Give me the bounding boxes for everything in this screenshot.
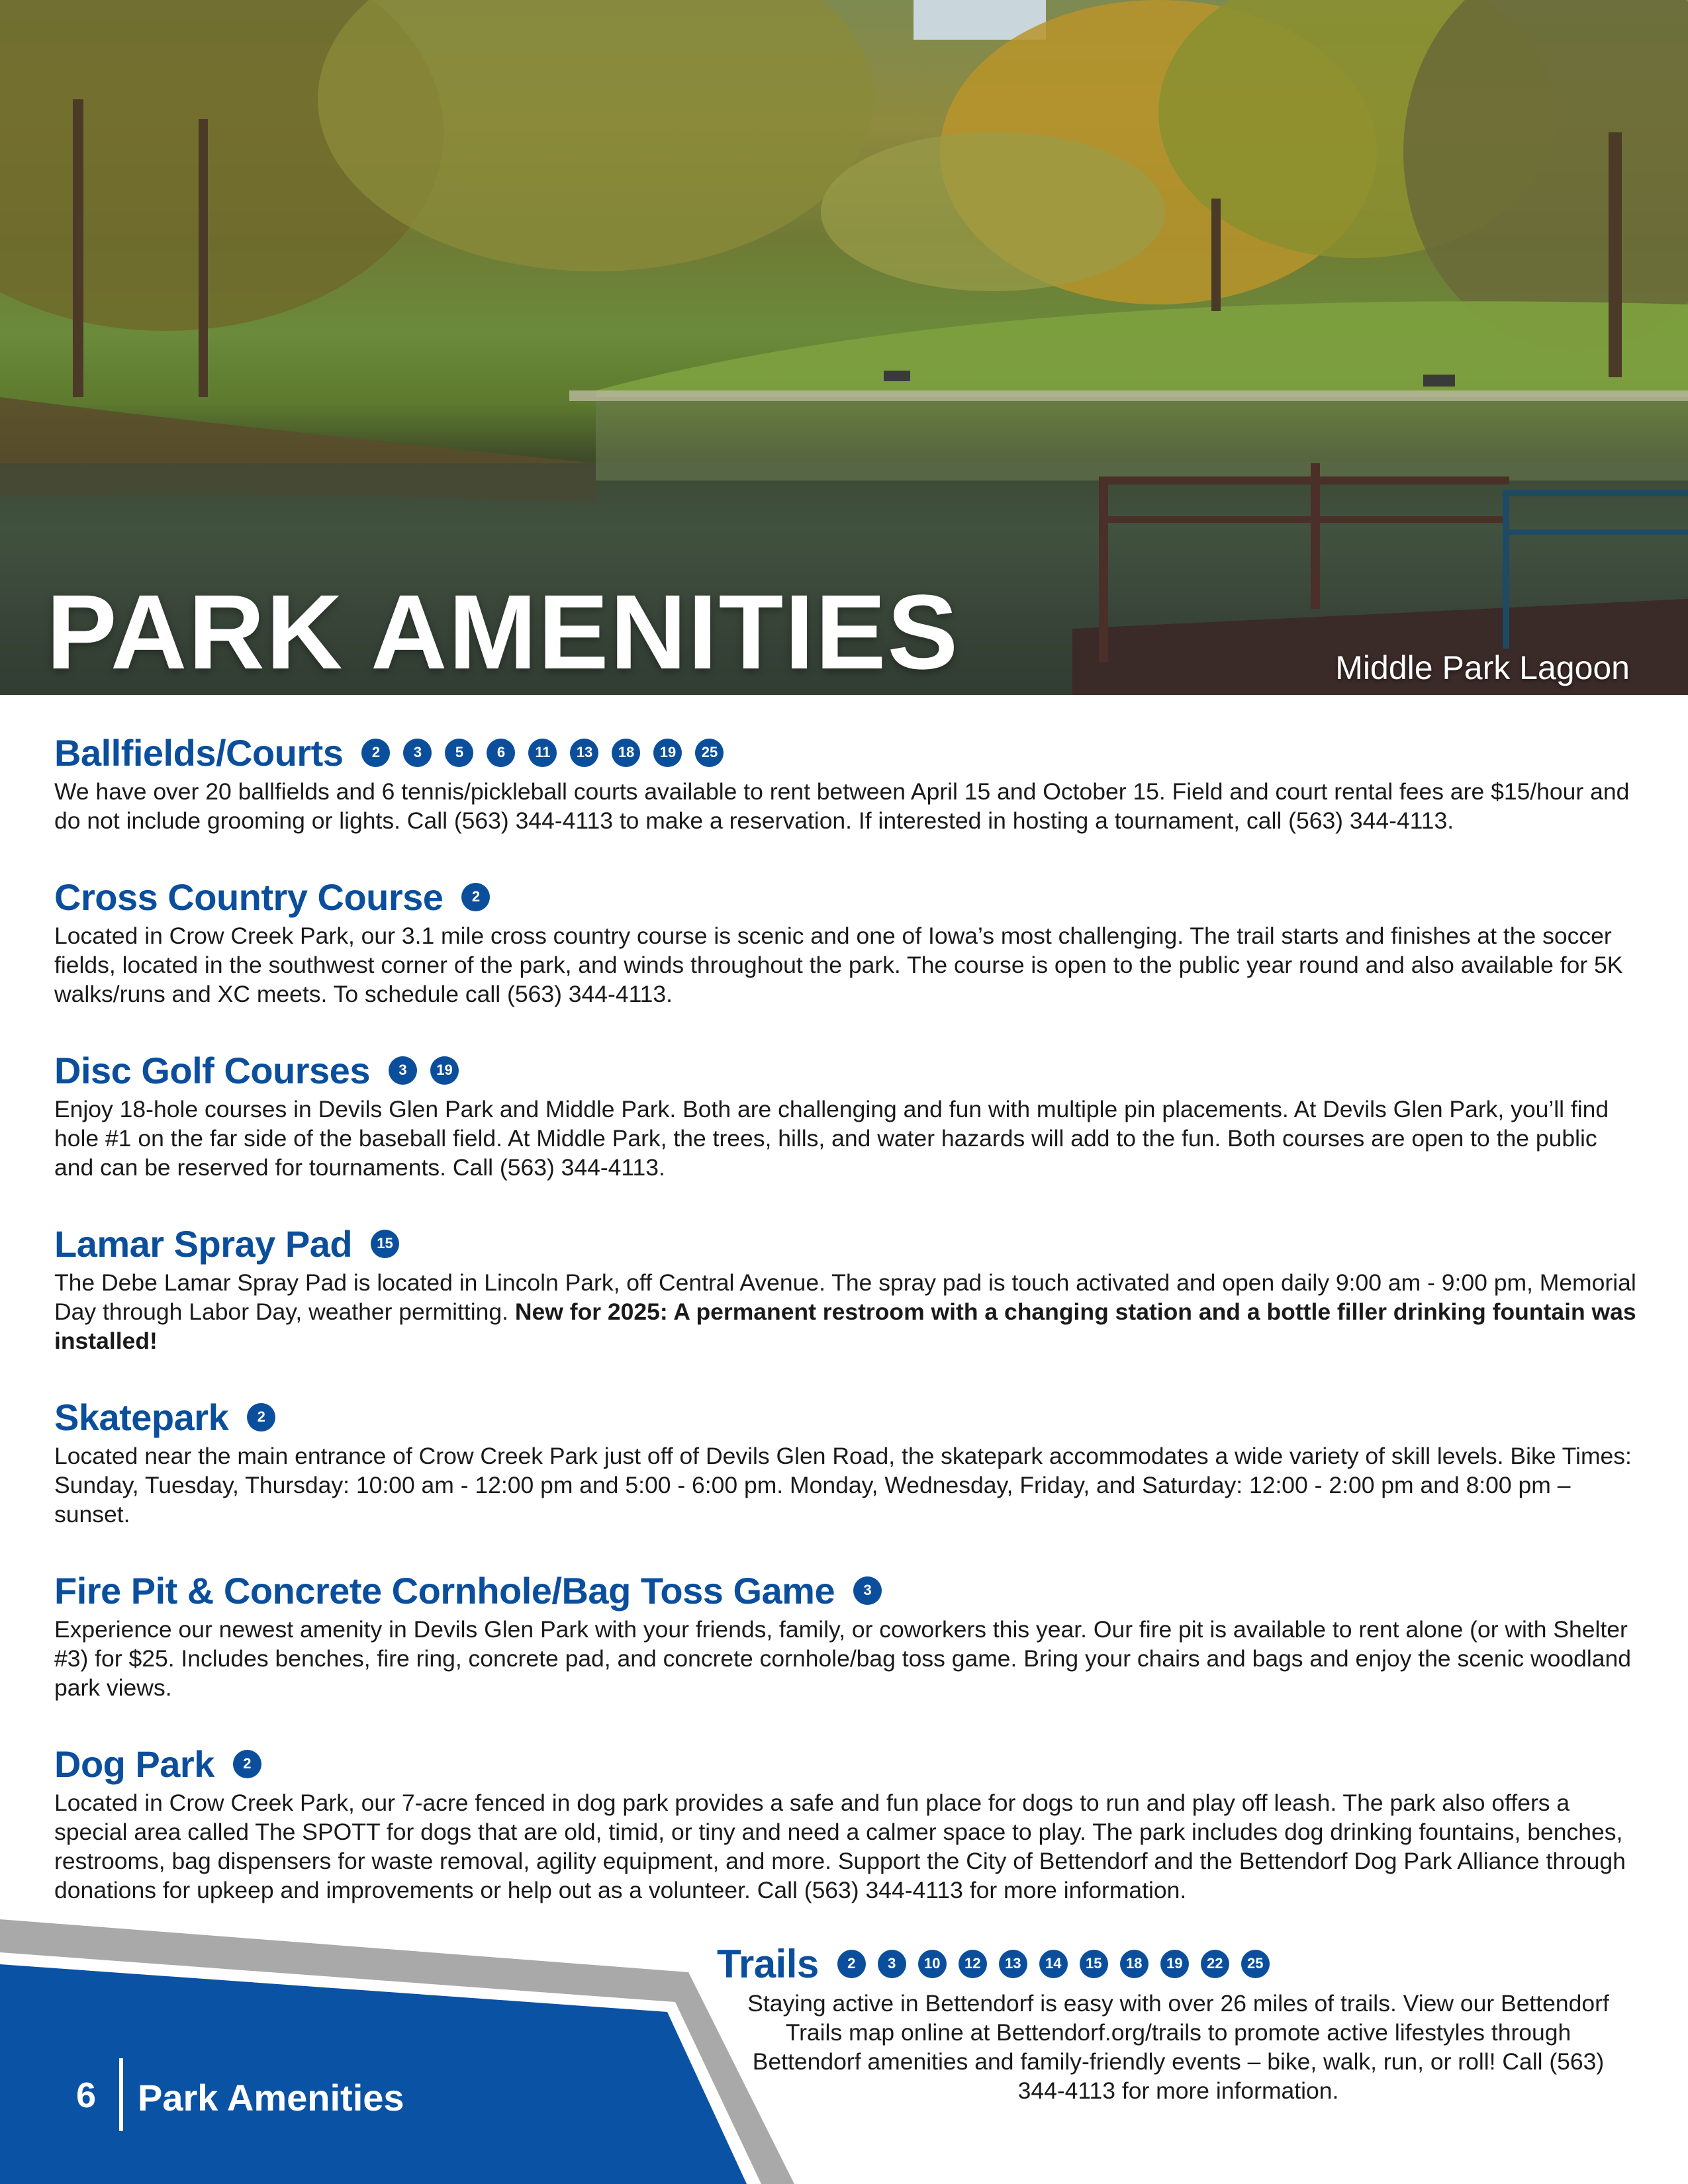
park-number-badge: 10 — [918, 1950, 947, 1978]
section-heading — [54, 728, 1636, 777]
section-ballfields — [54, 728, 1636, 835]
park-number-badge: 19 — [430, 1056, 459, 1085]
park-number-badge: 18 — [612, 739, 640, 767]
section-trails — [717, 1939, 1644, 1988]
section-body: Experience our newest amenity in Devils Glen Park with your friends, family, or coworkers this year. Our fire pit is available to rent alone (or with Shelter #3) for $25. Includes benches, fire ring, concrete pad, and concrete cornhole/bag toss game. Bring your chairs and bags and enjoy the scenic woodland park views. — [54, 1616, 1631, 1701]
park-number-badge: 2 — [247, 1403, 275, 1432]
park-number-badge: 3 — [403, 739, 432, 767]
park-number-badges — [247, 1403, 275, 1432]
footer-divider — [119, 2058, 123, 2131]
section-heading — [54, 1219, 1636, 1268]
section-body: Located in Crow Creek Park, our 7-acre fenced in dog park provides a safe and fun place for dogs to run and play off leash. The park also offers a special area called The SPOTT for dogs that are old, timid, or tiny and need a calmer space to play. The park includes dog drinking fountains, benches, restrooms, bag dispensers for waste removal, agility equipment, and more. Support the City of Bettendorf and the Bettendorf Dog Park Alliance through donations for upkeep and improvements or help out as a volunteer. Call (563) 344-4113 for more information. — [54, 1790, 1626, 1903]
park-number-badge: 19 — [1160, 1950, 1189, 1978]
park-number-badge: 2 — [837, 1950, 866, 1978]
park-number-badge: 18 — [1120, 1950, 1149, 1978]
section-body: Located in Crow Creek Park, our 3.1 mile cross country course is scenic and one of Iowa’s most challenging. The trail starts and finishes at the soccer fields, located in the southwest corner of the park, and winds throughout the park. The course is open to the public year round and also available for 5K walks/runs and XC meets. To schedule call (563) 344-4113. — [54, 923, 1623, 1007]
section-body: We have over 20 ballfields and 6 tennis/pickleball courts available to rent between April 15 and October 15. Field and court rental fees are $15/hour and do not include grooming or lights. Call (563) 344-4113 to make a reservation. If interested in hosting a tournament, call (563) 344-4113. — [54, 778, 1630, 834]
section-dog-park — [54, 1739, 1636, 1905]
park-number-badge: 12 — [959, 1950, 987, 1978]
park-number-badges — [233, 1750, 261, 1778]
page-title: PARK AMENITIES — [46, 572, 960, 691]
section-body: Enjoy 18-hole courses in Devils Glen Park and Middle Park. Both are challenging and fun with multiple pin placements. At Devils Glen Park, you’ll find hole #1 on the far side of the baseball field. At Middle Park, the trees, hills, and water hazards will add to the fun. Both courses are open to the public and can be reserved for tournaments. Call (563) 344-4113. — [54, 1096, 1609, 1181]
section-title: Disc Golf Courses — [54, 1049, 370, 1091]
park-number-badge: 13 — [570, 739, 598, 767]
park-number-badges — [389, 1056, 459, 1085]
section-heading — [54, 1392, 1636, 1441]
park-number-badge: 11 — [528, 739, 557, 767]
park-number-badge: 25 — [695, 739, 724, 767]
park-number-badge: 19 — [653, 739, 682, 767]
section-title: Cross Country Course — [54, 876, 444, 918]
page-number: 6 — [76, 2075, 97, 2115]
park-number-badge: 15 — [1080, 1950, 1108, 1978]
park-number-badge: 15 — [371, 1230, 399, 1258]
section-cross-country — [54, 872, 1636, 1009]
park-number-badge: 3 — [389, 1056, 417, 1085]
section-body-text: The Debe Lamar Spray Pad is located in Lincoln Park, off Central Avenue. The spray pad is touch activated and open daily 9:00 am - 9:00 pm, Memorial Day through Labor Day, weather permitting. — [54, 1269, 1636, 1325]
section-heading — [54, 872, 1636, 921]
park-number-badge: 5 — [445, 739, 473, 767]
hero-photo — [0, 0, 1688, 695]
section-title: Trails — [717, 1941, 819, 1986]
section-body-highlight: New for 2025: A permanent restroom with a changing station and a bottle filler drinking fountain was installed! — [54, 1298, 1636, 1354]
section-body: Located near the main entrance of Crow Creek Park just off of Devils Glen Road, the skatepark accommodates a wide variety of skill levels. Bike Times: Sunday, Tuesday, Thursday: 10:00 am - 12:00 pm and 5:00 - 6:00 pm. Monday, Wednesday, Friday, and Saturday: 12:00 - 2:00 pm and 8:00 pm – sunset. — [54, 1443, 1632, 1527]
photo-caption: Middle Park Lagoon — [1335, 649, 1630, 686]
section-spray-pad — [54, 1219, 1636, 1355]
park-number-badges — [361, 739, 724, 767]
park-number-badge: 13 — [999, 1950, 1027, 1978]
park-number-badge: 2 — [233, 1750, 261, 1778]
park-number-badges — [837, 1950, 1270, 1978]
section-heading — [54, 1739, 1636, 1788]
park-number-badge: 2 — [461, 883, 490, 911]
footer-section-label: Park Amenities — [138, 2077, 404, 2118]
section-title: Ballfields/Courts — [54, 731, 344, 774]
section-title: Dog Park — [54, 1743, 214, 1785]
trails-body: Staying active in Bettendorf is easy with over 26 miles of trails. View our Bettendorf Trails map online at Bettendorf.org/trails to promote active lifestyles through Bettendorf amenities and family-friendly events – bike, walk, run, or roll! Call (563) 344-4113 for more information. — [747, 1990, 1609, 2104]
park-number-badge: 3 — [878, 1950, 906, 1978]
section-heading — [54, 1046, 1636, 1095]
section-title: Lamar Spray Pad — [54, 1222, 353, 1265]
park-number-badges — [853, 1576, 882, 1605]
amenity-list — [54, 728, 1636, 1942]
section-heading — [717, 1939, 1644, 1988]
park-number-badge: 25 — [1241, 1950, 1270, 1978]
section-title: Fire Pit & Concrete Cornhole/Bag Toss Game — [54, 1569, 835, 1612]
park-number-badges — [461, 883, 490, 911]
section-disc-golf — [54, 1046, 1636, 1182]
park-number-badge: 22 — [1201, 1950, 1229, 1978]
section-body — [54, 1268, 1636, 1355]
park-number-badge: 6 — [487, 739, 515, 767]
section-title: Skatepark — [54, 1396, 229, 1438]
section-heading — [54, 1566, 1636, 1615]
park-number-badge: 14 — [1039, 1950, 1068, 1978]
park-number-badge: 2 — [361, 739, 390, 767]
park-number-badges — [371, 1230, 399, 1258]
section-fire-pit — [54, 1566, 1636, 1702]
park-number-badge: 3 — [853, 1576, 882, 1605]
section-skatepark — [54, 1392, 1636, 1529]
